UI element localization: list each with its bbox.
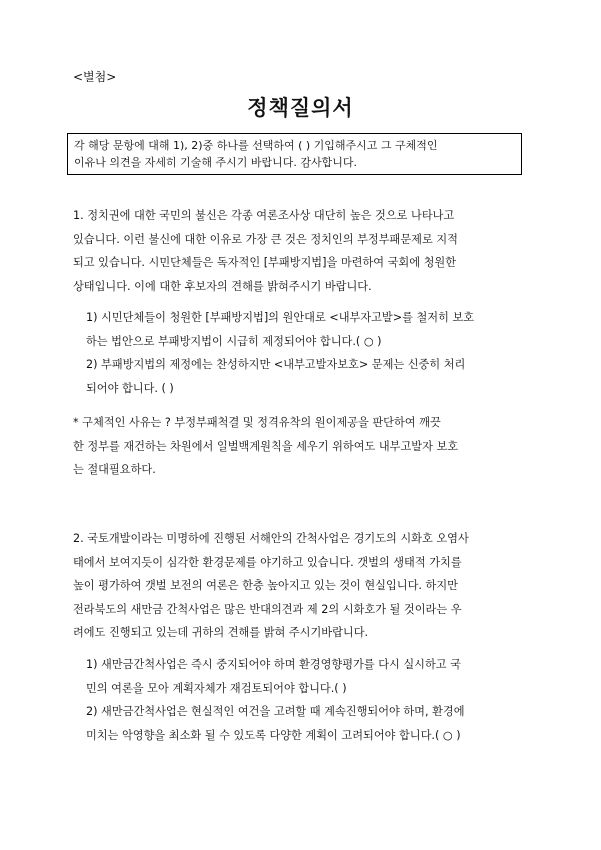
question-1-option-line: 2) 부패방지법의 제정에는 찬성하지만 <내부고발자보호> 문제는 신중히 처리 [86, 358, 466, 371]
question-1-option-line: 되어야 합니다. ( ) [86, 381, 174, 395]
reason-note-line: 한 정부를 재건하는 차원에서 일벌백계원칙을 세우기 위하여도 내부고발자 보호 [73, 439, 459, 453]
question-2-option-line: 미치는 악영향을 최소화 될 수 있도록 다양한 계획이 고려되어야 합니다.( ○ ) [86, 728, 461, 742]
page-title: 정책질의서 [247, 96, 354, 120]
question-2-line: 전라북도의 새만금 간척사업은 많은 반대의견과 제 2의 시화호가 될 것이라는 우 [73, 602, 462, 616]
question-1-line: 1. 정치권에 대한 국민의 불신은 각종 여론조사상 대단히 높은 것으로 나타나고 [73, 209, 455, 222]
instruction-line: 이유나 의견을 자세히 기술해 주시기 바랍니다. 감사합니다. [74, 156, 357, 169]
reason-note [73, 411, 458, 482]
question-2-options [86, 653, 465, 747]
attachment-label: <별첨> [73, 70, 117, 84]
question-2-option-line: 1) 새만금간척사업은 즉시 중지되어야 하며 환경영향평가를 다시 실시하고 국 [86, 658, 461, 671]
reason-note-line: * 구체적인 사유는 ? 부정부패척결 및 정격유착의 원이제공을 판단하여 깨끗 [73, 416, 441, 429]
instruction-line: 각 해당 문항에 대해 1), 2)중 하나를 선택하여 ( ) 기입해주시고 그 구체적인 [74, 139, 438, 152]
question-1 [73, 204, 458, 298]
question-1-line: 있습니다. 이런 불신에 대한 이유로 가장 큰 것은 정치인의 부정부패문제로 지적 [73, 232, 458, 246]
question-1-options [86, 306, 474, 400]
question-1-line: 되고 있습니다. 시민단체들은 독자적인 [부패방지법]을 마련하여 국회에 청원한 [73, 256, 457, 269]
question-2-line: 높이 평가하여 갯벌 보전의 여론은 한층 높아지고 있는 것이 현실입니다. 하지만 [73, 579, 458, 592]
instruction-box [67, 133, 522, 175]
question-1-line: 상태입니다. 이에 대한 후보자의 견해를 밝혀주시기 바랍니다. [73, 279, 372, 293]
question-2-line: 려에도 진행되고 있는데 귀하의 견해를 밝혀 주시기바랍니다. [73, 626, 369, 639]
reason-note-line: 는 절대필요하다. [73, 463, 156, 476]
question-2-option-line: 2) 새만금간척사업은 현실적인 여건을 고려할 때 계속진행되어야 하며, 환경에 [86, 705, 465, 718]
question-2 [73, 527, 469, 645]
question-2-line: 태에서 보여지듯이 심각한 환경문제를 야기하고 있습니다. 갯벌의 생태적 가치를 [73, 555, 462, 569]
question-1-option-line: 1) 시민단체들이 청원한 [부패방지법]의 원안대로 <내부자고발>를 철저히 보호 [86, 311, 475, 324]
question-2-line: 2. 국토개발이라는 미명하에 진행된 서해안의 간척사업은 경기도의 시화호 오염사 [73, 532, 469, 545]
question-2-option-line: 민의 여론을 모아 계획자체가 재검토되어야 합니다.( ) [86, 681, 347, 695]
question-1-option-line: 하는 법안으로 부패방지법이 시급히 제정되어야 합니다.( ○ ) [86, 334, 382, 348]
